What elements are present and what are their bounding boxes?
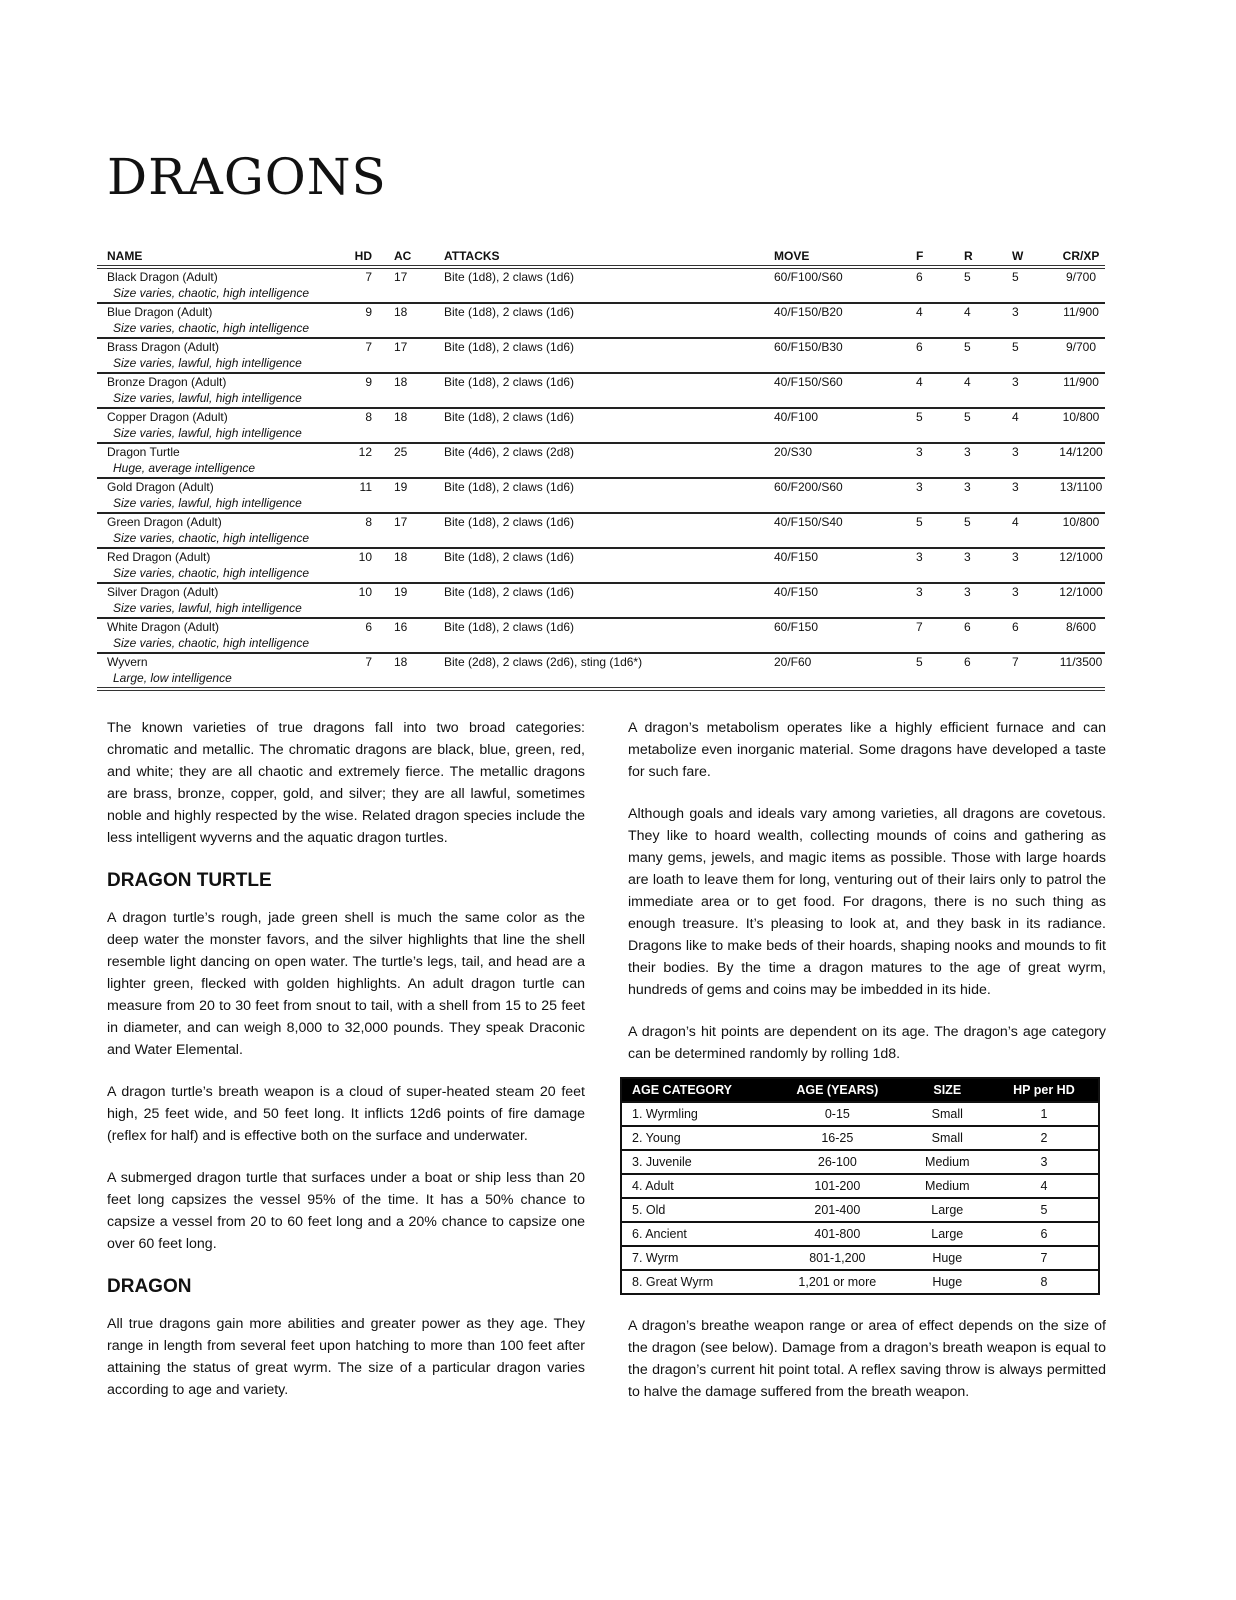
cell-move: 60/F200/S60 [774,480,843,494]
left-column [107,717,585,1421]
cell-crxp: 9/700 [1065,340,1097,354]
cell-move: 40/F100 [774,410,819,424]
cell-move: 20/F60 [774,655,812,669]
stats-row-description [97,285,1105,303]
cell-age-years: 16-25 [770,1126,905,1150]
cell-age-years: 1,201 or more [770,1270,905,1294]
cell-hp-per-hd: 4 [990,1174,1099,1198]
cell-f: 5 [916,515,923,529]
cell-age-category: 6. Ancient [621,1222,770,1246]
cell-crxp: 10/800 [1062,515,1100,529]
cell-hd: 7 [365,655,372,669]
cell-w: 3 [1012,550,1019,564]
cell-ac: 18 [394,655,408,669]
cell-crxp: 12/1000 [1059,550,1103,564]
cell-f: 3 [916,480,923,494]
age-header-category: AGE CATEGORY [621,1078,770,1102]
stats-row-description [97,635,1105,653]
creature-description: Size varies, lawful, high intelligence [113,496,302,510]
cell-ac: 18 [394,550,408,564]
cell-r: 3 [964,445,971,459]
cell-hp-per-hd: 7 [990,1246,1099,1270]
cell-move: 40/F150/S60 [774,375,843,389]
stats-row [97,443,1105,460]
stats-header-row [97,248,1105,267]
cell-attacks: Bite (1d8), 2 claws (1d6) [444,550,575,564]
cell-crxp: 13/1100 [1059,480,1103,494]
stats-row [97,303,1105,320]
creature-description: Size varies, lawful, high intelligence [113,391,302,405]
cell-f: 4 [916,305,923,319]
stats-row [97,338,1105,355]
cell-attacks: Bite (1d8), 2 claws (1d6) [444,305,575,319]
age-header-size: SIZE [905,1078,990,1102]
cell-attacks: Bite (1d8), 2 claws (1d6) [444,375,575,389]
stats-row-description [97,670,1105,689]
cell-attacks: Bite (1d8), 2 claws (1d6) [444,585,575,599]
cell-crxp: 9/700 [1065,270,1097,284]
cell-move: 60/F150/B30 [774,340,843,354]
cell-age-years: 201-400 [770,1198,905,1222]
creature-description: Size varies, chaotic, high intelligence [113,321,310,335]
cell-move: 40/F150 [774,550,819,564]
header-ac: AC [380,248,444,267]
cell-f: 6 [916,270,923,284]
cell-age-category: 4. Adult [621,1174,770,1198]
cell-r: 6 [964,620,971,634]
dragon-stats-table [97,248,1105,691]
cell-w: 4 [1012,410,1019,424]
age-row [621,1102,1099,1126]
cell-name: Dragon Turtle [107,445,180,459]
cell-age-category: 3. Juvenile [621,1150,770,1174]
stats-row-description [97,390,1105,408]
stats-row-description [97,600,1105,618]
cell-move: 40/F150/S40 [774,515,843,529]
cell-ac: 17 [394,515,408,529]
cell-attacks: Bite (1d8), 2 claws (1d6) [444,515,575,529]
cell-hd: 8 [365,515,372,529]
cell-hp-per-hd: 6 [990,1222,1099,1246]
cell-hp-per-hd: 3 [990,1150,1099,1174]
right-column [628,717,1106,1423]
cell-f: 3 [916,585,923,599]
cell-r: 5 [964,340,971,354]
cell-w: 5 [1012,270,1019,284]
cell-w: 5 [1012,340,1019,354]
creature-description: Size varies, chaotic, high intelligence [113,286,310,300]
stats-row [97,373,1105,390]
intro-paragraph: The known varieties of true dragons fall into two broad categories: chromatic and metallic. The chromatic dragons are black, blue, green, red, and white; they are all chaotic and extremely fierce. The metallic dragons are brass, bronze, copper, gold, and silver; they are all lawful, sometimes noble and highly respected by the wise. Related dragon species include the less intelligent wyverns and the aquatic dragon turtles. [107,720,585,846]
cell-f: 5 [916,655,923,669]
cell-w: 3 [1012,305,1019,319]
cell-attacks: Bite (1d8), 2 claws (1d6) [444,620,575,634]
age-row [621,1270,1099,1294]
stats-row-description [97,530,1105,548]
cell-r: 5 [964,410,971,424]
cell-ac: 18 [394,410,408,424]
hoard-paragraph: Although goals and ideals vary among varieties, all dragons are covetous. They like to hoard wealth, collecting mounds of coins and gathering as many gems, jewels, and magic items as possible. Those with large hoards are loath to leave them for long, venturing out of their lairs only to patrol the immediate area or to get food. For dragons, there is no such thing as enough treasure. It’s pleasing to look at, and they bask in its radiance. Dragons like to make beds of their hoards, shaping nooks and mounds to fit their bodies. By the time a dragon matures to the age of great wyrm, hundreds of gems and coins may be imbedded in its hide. [628,806,1106,998]
cell-ac: 19 [394,480,408,494]
age-row [621,1198,1099,1222]
header-name: NAME [97,248,315,267]
cell-hd: 10 [358,585,372,599]
cell-crxp: 10/800 [1062,410,1100,424]
cell-hd: 7 [365,340,372,354]
cell-hp-per-hd: 1 [990,1102,1099,1126]
age-row [621,1222,1099,1246]
cell-r: 3 [964,550,971,564]
cell-size: Medium [905,1174,990,1198]
cell-crxp: 12/1000 [1059,585,1103,599]
cell-hd: 6 [365,620,372,634]
cell-ac: 25 [394,445,408,459]
cell-hd: 8 [365,410,372,424]
cell-attacks: Bite (1d8), 2 claws (1d6) [444,340,575,354]
creature-description: Large, low intelligence [113,671,232,685]
stats-row-description [97,355,1105,373]
cell-name: White Dragon (Adult) [107,620,220,634]
cell-name: Copper Dragon (Adult) [107,410,228,424]
stats-row-description [97,460,1105,478]
header-hd: HD [315,248,380,267]
cell-ac: 18 [394,305,408,319]
header-crxp: CR/XP [1057,248,1105,267]
age-category-table [620,1077,1100,1295]
cell-name: Bronze Dragon (Adult) [107,375,227,389]
age-row [621,1174,1099,1198]
cell-crxp: 11/3500 [1059,655,1103,669]
creature-description: Size varies, chaotic, high intelligence [113,566,310,580]
age-header-row [621,1078,1099,1102]
age-header-years: AGE (YEARS) [770,1078,905,1102]
cell-hd: 11 [359,480,372,494]
age-row [621,1150,1099,1174]
stats-row [97,513,1105,530]
cell-hd: 7 [365,270,372,284]
header-move: MOVE [774,248,906,267]
cell-size: Small [905,1126,990,1150]
stats-row [97,618,1105,635]
cell-ac: 17 [394,340,408,354]
cell-crxp: 11/900 [1063,305,1099,319]
cell-size: Medium [905,1150,990,1174]
cell-r: 4 [964,375,971,389]
cell-age-category: 5. Old [621,1198,770,1222]
cell-hd: 12 [358,445,372,459]
cell-r: 4 [964,305,971,319]
cell-hp-per-hd: 5 [990,1198,1099,1222]
cell-hp-per-hd: 2 [990,1126,1099,1150]
stats-body [97,267,1105,689]
cell-f: 3 [916,550,923,564]
cell-ac: 18 [394,375,408,389]
cell-hp-per-hd: 8 [990,1270,1099,1294]
cell-w: 7 [1012,655,1019,669]
hit-points-paragraph: A dragon’s hit points are dependent on its age. The dragon’s age category can be determined randomly by rolling 1d8. [628,1024,1106,1062]
cell-attacks: Bite (1d8), 2 claws (1d6) [444,480,575,494]
cell-ac: 16 [394,620,408,634]
cell-age-years: 101-200 [770,1174,905,1198]
cell-hd: 9 [365,375,372,389]
heading-dragon-turtle: DRAGON TURTLE [107,870,272,891]
header-w: W [1012,248,1057,267]
cell-size: Large [905,1198,990,1222]
stats-row-description [97,320,1105,338]
creature-description: Size varies, lawful, high intelligence [113,356,302,370]
cell-move: 60/F100/S60 [774,270,843,284]
stats-row-description [97,495,1105,513]
cell-name: Blue Dragon (Adult) [107,305,213,319]
stats-row-description [97,425,1105,443]
cell-age-category: 2. Young [621,1126,770,1150]
cell-move: 40/F150/B20 [774,305,843,319]
cell-name: Brass Dragon (Adult) [107,340,220,354]
cell-hd: 10 [358,550,372,564]
cell-w: 3 [1012,585,1019,599]
cell-name: Wyvern [107,655,148,669]
cell-hd: 9 [365,305,372,319]
cell-f: 4 [916,375,923,389]
stats-row [97,583,1105,600]
cell-age-years: 26-100 [770,1150,905,1174]
metabolism-paragraph: A dragon’s metabolism operates like a highly efficient furnace and can metabolize even inorganic material. Some dragons have developed a taste for such fare. [628,720,1106,780]
age-row [621,1126,1099,1150]
age-row [621,1246,1099,1270]
cell-w: 3 [1012,445,1019,459]
cell-size: Huge [905,1270,990,1294]
cell-attacks: Bite (1d8), 2 claws (1d6) [444,410,575,424]
cell-name: Green Dragon (Adult) [107,515,222,529]
dragon-paragraph-1: All true dragons gain more abilities and greater power as they age. They range in length from several feet upon hatching to more than 100 feet after attaining the status of great wyrm. The size of a particular dragon varies according to age and variety. [107,1316,585,1398]
page-title: DRAGONS [107,148,387,206]
cell-r: 3 [964,480,971,494]
stats-row [97,653,1105,670]
cell-name: Red Dragon (Adult) [107,550,211,564]
cell-move: 20/S30 [774,445,813,459]
cell-size: Huge [905,1246,990,1270]
cell-age-category: 7. Wyrm [621,1246,770,1270]
cell-r: 6 [964,655,971,669]
cell-age-years: 801-1,200 [770,1246,905,1270]
cell-size: Small [905,1102,990,1126]
cell-crxp: 8/600 [1065,620,1097,634]
stats-row [97,408,1105,425]
cell-age-years: 401-800 [770,1222,905,1246]
cell-size: Large [905,1222,990,1246]
cell-f: 3 [916,445,923,459]
cell-w: 3 [1012,480,1019,494]
cell-attacks: Bite (4d6), 2 claws (2d8) [444,445,575,459]
cell-w: 6 [1012,620,1019,634]
cell-attacks: Bite (1d8), 2 claws (1d6) [444,270,575,284]
age-body [621,1102,1099,1294]
creature-description: Size varies, lawful, high intelligence [113,426,302,440]
cell-f: 7 [916,620,923,634]
cell-age-years: 0-15 [770,1102,905,1126]
cell-name: Silver Dragon (Adult) [107,585,219,599]
cell-age-category: 8. Great Wyrm [621,1270,770,1294]
cell-r: 5 [964,270,971,284]
cell-crxp: 11/900 [1063,375,1099,389]
turtle-paragraph-2: A dragon turtle’s breath weapon is a cloud of super-heated steam 20 feet high, 25 feet wide, and 50 feet long. It inflicts 12d6 points of fire damage (reflex for half) and is effective both on the surface and underwater. [107,1084,585,1144]
cell-f: 6 [916,340,923,354]
age-header-hp: HP per HD [990,1078,1099,1102]
creature-description: Size varies, lawful, high intelligence [113,601,302,615]
cell-name: Gold Dragon (Adult) [107,480,214,494]
cell-name: Black Dragon (Adult) [107,270,218,284]
cell-attacks: Bite (2d8), 2 claws (2d6), sting (1d6*) [444,655,643,669]
cell-r: 5 [964,515,971,529]
cell-w: 3 [1012,375,1019,389]
stats-row [97,548,1105,565]
header-r: R [964,248,1012,267]
heading-dragon: DRAGON [107,1276,192,1297]
creature-description: Size varies, chaotic, high intelligence [113,531,310,545]
cell-r: 3 [964,585,971,599]
header-f: F [906,248,964,267]
creature-description: Huge, average intelligence [113,461,256,475]
turtle-paragraph-3: A submerged dragon turtle that surfaces under a boat or ship less than 20 feet long capsizes the vessel 95% of the time. It has a 50% chance to capsize a vessel from 20 to 60 feet long and a 20% chance to capsize one over 60 feet long. [107,1170,585,1252]
turtle-paragraph-1: A dragon turtle’s rough, jade green shell is much the same color as the deep water the monster favors, and the silver highlights that line the shell resemble light dancing on open water. The turtle’s legs, tail, and head are a lighter green, flecked with golden highlights. An adult dragon turtle can measure from 20 to 30 feet from snout to tail, with a shell from 15 to 25 feet in diameter, and can weigh 8,000 to 32,000 pounds. They speak Draconic and Water Elemental. [107,910,585,1058]
stats-row-description [97,565,1105,583]
cell-move: 60/F150 [774,620,819,634]
stats-row [97,267,1105,285]
cell-f: 5 [916,410,923,424]
header-attacks: ATTACKS [444,248,774,267]
cell-crxp: 14/1200 [1059,445,1103,459]
stats-row [97,478,1105,495]
cell-move: 40/F150 [774,585,819,599]
cell-ac: 17 [394,270,408,284]
cell-w: 4 [1012,515,1019,529]
breath-weapon-paragraph: A dragon’s breathe weapon range or area of effect depends on the size of the dragon (see below). Damage from a dragon’s breath weapon is equal to the dragon’s current hit point total. A reflex saving throw is always permitted to halve the damage suffered from the breath weapon. [628,1318,1106,1400]
creature-description: Size varies, chaotic, high intelligence [113,636,310,650]
cell-ac: 19 [394,585,408,599]
cell-age-category: 1. Wyrmling [621,1102,770,1126]
